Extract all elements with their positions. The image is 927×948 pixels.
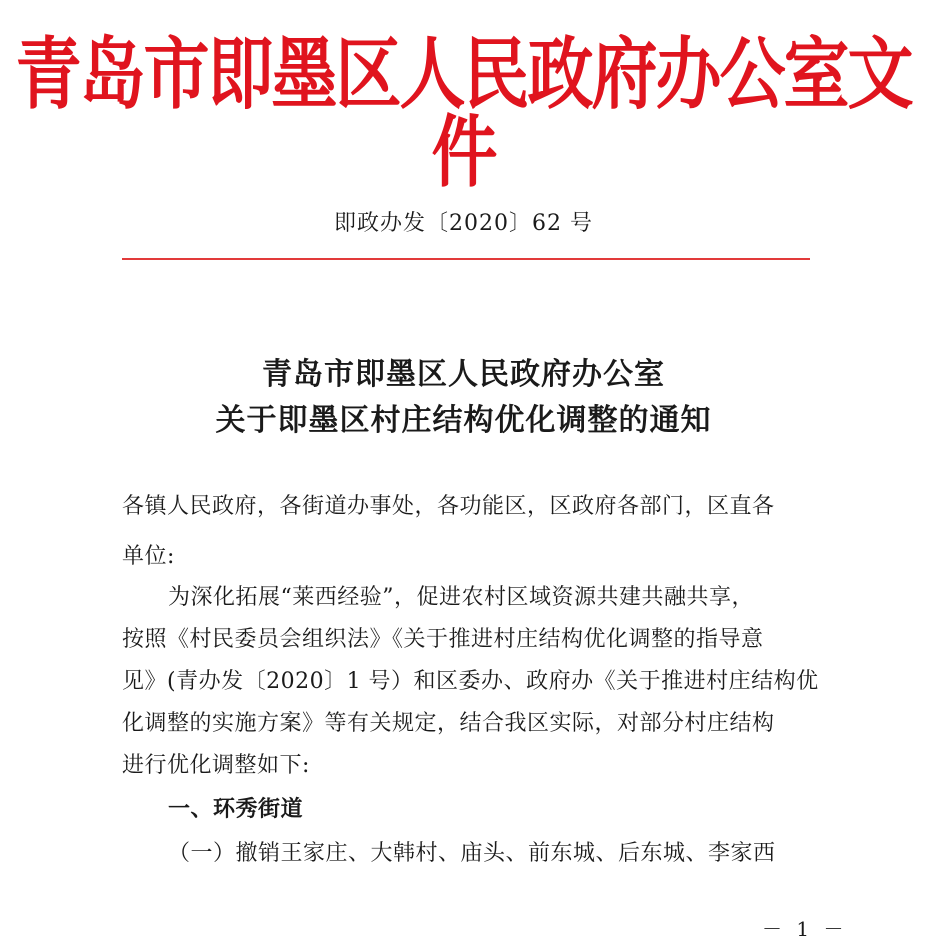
document-masthead: 青岛市即墨区人民政府办公室文件 bbox=[15, 28, 912, 198]
body-paragraph-line: 化调整的实施方案》等有关规定，结合我区实际，对部分村庄结构 bbox=[122, 711, 775, 736]
addressee-line-1: 各镇人民政府，各街道办事处，各功能区，区政府各部门，区直各 bbox=[122, 494, 775, 519]
body-paragraph-line: （一）撤销王家庄、大韩村、庙头、前东城、后东城、李家西 bbox=[168, 841, 776, 866]
notice-title-line-2: 关于即墨区村庄结构优化调整的通知 bbox=[215, 403, 712, 438]
body-paragraph-line: 进行优化调整如下: bbox=[122, 753, 310, 778]
body-paragraph-line: 见》(青办发〔2020〕1 号）和区委办、政府办《关于推进村庄结构优 bbox=[122, 669, 819, 694]
addressee-line-2: 单位: bbox=[122, 544, 175, 569]
body-paragraph-line: 为深化拓展“莱西经验”，促进农村区域资源共建共融共享， bbox=[168, 585, 754, 610]
red-divider-line bbox=[122, 258, 810, 260]
body-paragraph-line: 按照《村民委员会组织法》《关于推进村庄结构优化调整的指导意 bbox=[122, 627, 764, 652]
document-number: 即政办发〔2020〕62 号 bbox=[334, 211, 593, 236]
page-number: － 1 － bbox=[762, 917, 848, 941]
section-heading: 一、环秀街道 bbox=[168, 797, 304, 822]
notice-title-line-1: 青岛市即墨区人民政府办公室 bbox=[262, 357, 665, 392]
